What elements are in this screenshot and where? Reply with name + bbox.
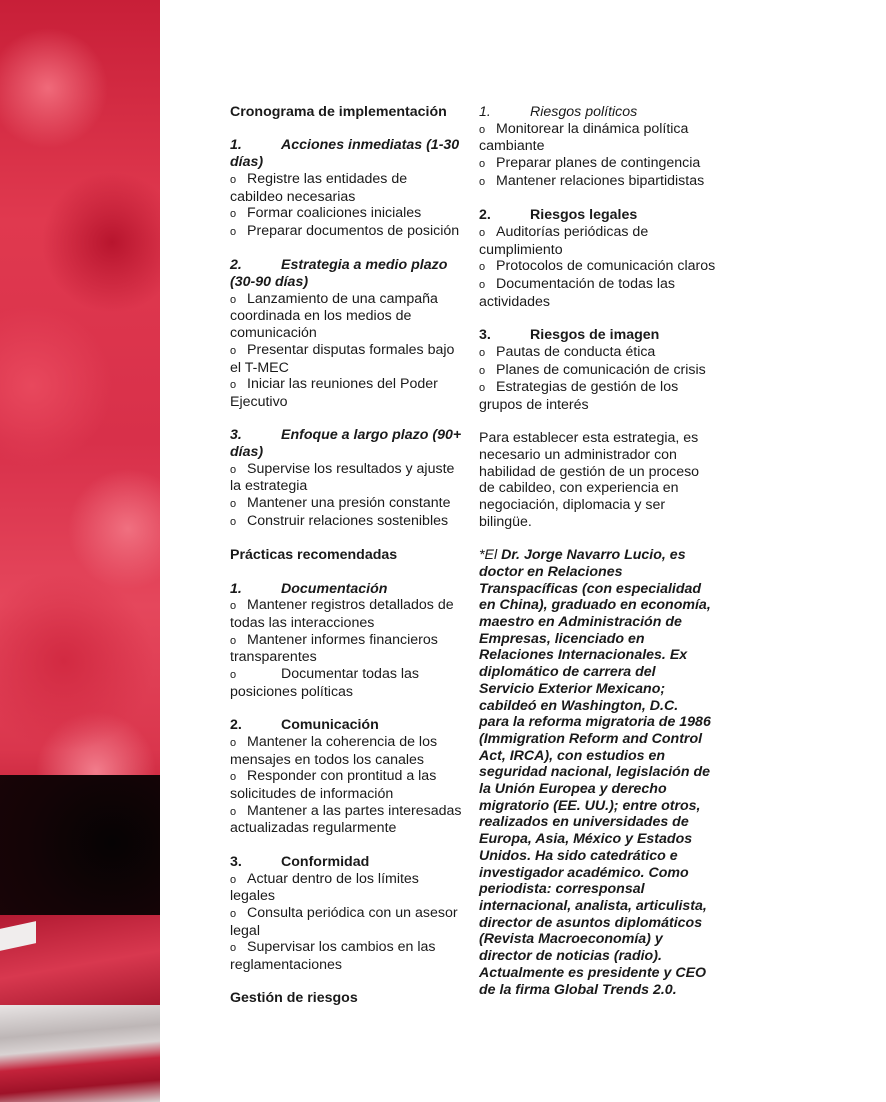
legal-risks-heading: 2. Riesgos legales <box>479 207 638 224</box>
list-item: o Supervise los resultados y ajuste la estrategia <box>230 460 455 495</box>
long-term-heading: 3. Enfoque a largo plazo (90+ días) <box>230 427 462 461</box>
list-item: o Mantener relaciones bipartidistas <box>479 172 705 189</box>
list-item: o Planes de comunicación de crisis <box>479 361 706 378</box>
list-item: o Mantener la coherencia de los mensajes en todos los canales <box>230 733 438 768</box>
list-item: o Iniciar las reuniones del Poder Ejecutivo <box>230 376 438 410</box>
right-column <box>479 104 719 998</box>
author-bio: *El Dr. Jorge Navarro Lucio, es doctor en Relaciones Transpacíficas (con especialidad en China), graduado en economía, maestro en Administración de Empresas, licenciado en Relaciones Internacionales. Ex diplomático de carrera del Servicio Exterior Mexicano; cabildeó en Washington, D.C. para la reforma migratoria de 1986 (Immigration Reform and Control Act, IRCA), con estudios en seguridad nacional, legislación de la Unión Europea y derecho migratorio (EE. UU.); entre otros, realizados en universidades de Europa, Asia, México y Estados Unidos. Ha sido catedrático e investigador académico. Como periodista: corresponsal internacional, analista, articulista, director de asuntos diplomáticos (Revista Macroeconomía) y director de noticias (radio). Actualmente es presidente y CEO de la firma Global Trends 2.0. <box>479 547 711 998</box>
list-item: o Supervisar los cambios en las reglamentaciones <box>230 939 436 974</box>
list-item: o Preparar documentos de posición <box>230 222 460 239</box>
list-item: o Mantener una presión constante <box>230 495 451 512</box>
list-item: o Auditorías periódicas de cumplimiento <box>479 223 649 258</box>
decorative-red-texture <box>0 0 160 1102</box>
list-item: o Actuar dentro de los límites legales <box>230 870 419 905</box>
image-risks-heading: 3. Riesgos de imagen <box>479 327 660 344</box>
list-item: o Responder con prontitud a las solicitudes de información <box>230 768 437 803</box>
list-item: o Preparar planes de contingencia <box>479 155 701 172</box>
list-item: o Documentar todas las posiciones políticas <box>230 666 420 700</box>
list-item: o Estrategias de gestión de los grupos de interés <box>479 379 679 413</box>
list-item: o Protocolos de comunicación claros <box>479 258 716 275</box>
list-item: o Mantener a las partes interesadas actualizadas regularmente <box>230 802 462 837</box>
list-item: o Mantener informes financieros transparentes <box>230 631 438 666</box>
risk-management-heading: Gestión de riesgos <box>230 990 358 1007</box>
list-item: o Monitorear la dinámica política cambiante <box>479 120 689 155</box>
timeline-heading: Cronograma de implementación <box>230 104 447 120</box>
list-item: o Pautas de conducta ética <box>479 343 656 360</box>
list-item: o Consulta periódica con un asesor legal <box>230 904 458 939</box>
list-item: o Presentar disputas formales bajo el T-MEC <box>230 341 455 376</box>
medium-strategy-heading: 2. Estrategia a medio plazo (30-90 días) <box>230 257 448 290</box>
texture-cracked-floor <box>0 1005 160 1102</box>
left-column <box>230 104 462 1007</box>
conclusion-paragraph: Para establecer esta estrategia, es necesario un administrador con habilidad de gestión de un proceso de cabildeo, con experiencia en negociación, diplomacia y ser bilingüe. <box>479 430 700 530</box>
immediate-actions-heading: 1. Acciones inmediatas (1-30 días) <box>230 137 460 171</box>
list-item: o Documentación de todas las actividades <box>479 276 676 310</box>
compliance-heading: 3. Conformidad <box>230 853 370 870</box>
list-item: o Registre las entidades de cabildeo necesarias <box>230 170 408 205</box>
list-item: o Mantener registros detallados de todas las interacciones <box>230 597 454 632</box>
practices-heading: Prácticas recomendadas <box>230 547 398 564</box>
list-item: o Formar coaliciones iniciales <box>230 205 422 222</box>
political-risks-heading: 1. Riesgos políticos <box>479 104 638 120</box>
documentation-heading: 1. Documentación <box>230 580 388 597</box>
communication-heading: 2. Comunicación <box>230 717 379 734</box>
list-item: o Construir relaciones sostenibles <box>230 512 449 529</box>
list-item: o Lanzamiento de una campaña coordinada en los medios de comunicación <box>230 290 438 342</box>
